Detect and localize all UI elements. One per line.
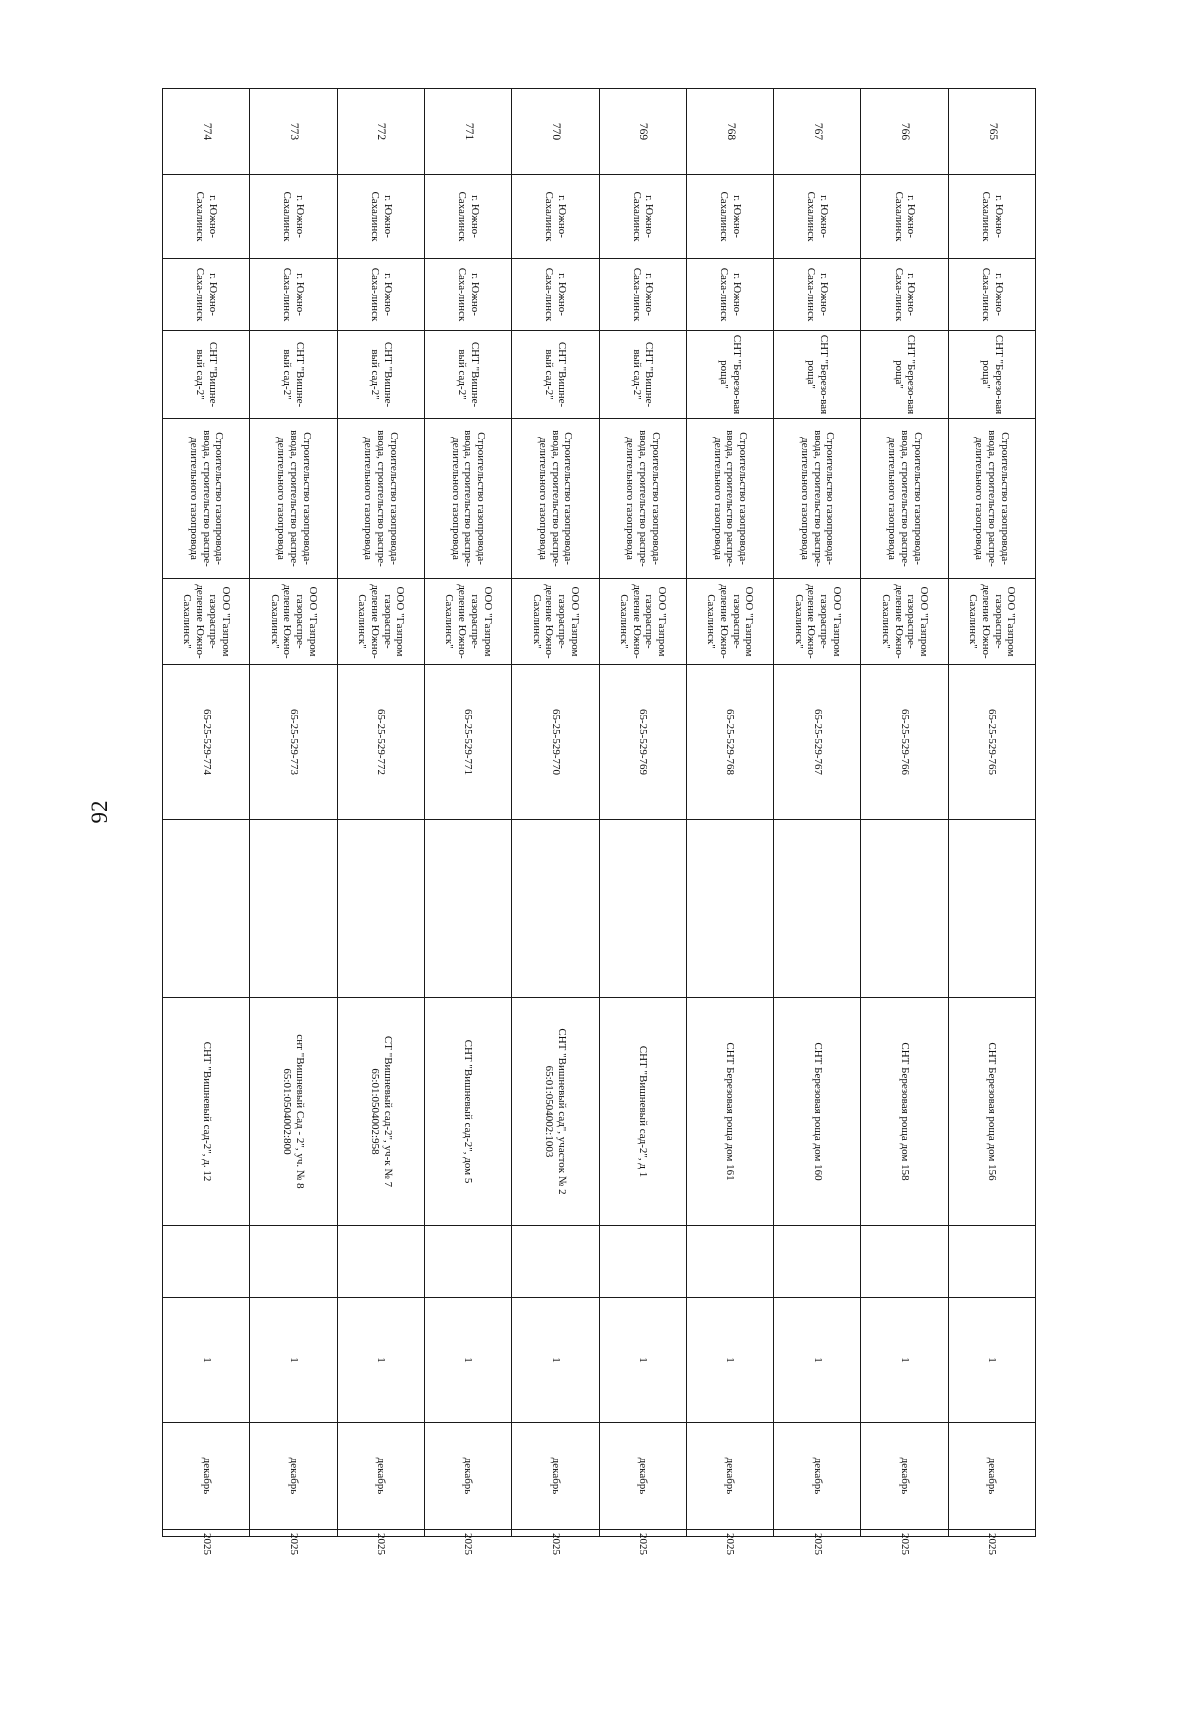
city-cell: г. Южно-Сахалинск xyxy=(686,175,773,259)
snt-cell: СНТ "Вишне-вый сад-2" xyxy=(424,331,511,419)
city-short-cell: г. Южно-Саха-линск xyxy=(861,259,948,331)
organization-cell: ООО "Газпром газораспре-деление Южно-Сахалинск" xyxy=(948,579,1035,665)
empty-cell xyxy=(774,1226,861,1298)
quantity-cell: 1 xyxy=(424,1298,511,1423)
work-description-cell: Строительство газопровода-ввода, строительство распре-делительного газопровода xyxy=(599,419,686,579)
city-short-cell: г. Южно-Саха-линск xyxy=(948,259,1035,331)
work-description-cell: Строительство газопровода-ввода, строительство распре-делительного газопровода xyxy=(861,419,948,579)
organization-cell: ООО "Газпром газораспре-деление Южно-Сахалинск" xyxy=(774,579,861,665)
month-cell: декабрь xyxy=(599,1423,686,1530)
city-cell: г. Южно-Сахалинск xyxy=(774,175,861,259)
work-description-cell: Строительство газопровода-ввода, строительство распре-делительного газопровода xyxy=(686,419,773,579)
page-number: 92 xyxy=(87,800,112,824)
address-cell: СНТ "Вишневый сад-2", д 1 xyxy=(599,998,686,1226)
snt-cell: СНТ "Вишне-вый сад-2" xyxy=(163,331,250,419)
quantity-cell: 1 xyxy=(337,1298,424,1423)
quantity-cell: 1 xyxy=(250,1298,337,1423)
empty-cell xyxy=(424,1226,511,1298)
organization-cell: ООО "Газпром газораспре-деление Южно-Сахалинск" xyxy=(250,579,337,665)
row-number-cell: 768 xyxy=(686,89,773,175)
city-cell: г. Южно-Сахалинск xyxy=(424,175,511,259)
address-cell: СТ "Вишневый сад-2", уч-к № 7 65:01:0504002:958 xyxy=(337,998,424,1226)
month-cell: декабрь xyxy=(861,1423,948,1530)
empty-cell xyxy=(424,820,511,998)
row-number-cell: 769 xyxy=(599,89,686,175)
quantity-cell: 1 xyxy=(686,1298,773,1423)
month-cell: декабрь xyxy=(163,1423,250,1530)
address-cell: СНТ Березовая роща дом 156 xyxy=(948,998,1035,1226)
table-rotated-container xyxy=(162,88,1036,1555)
year-cell: 2025 xyxy=(424,1530,511,1537)
address-cell: СНТ Березовая роща дом 161 xyxy=(686,998,773,1226)
empty-cell xyxy=(250,1226,337,1298)
city-cell: г. Южно-Сахалинск xyxy=(861,175,948,259)
organization-cell: ООО "Газпром газораспре-деление Южно-Сахалинск" xyxy=(337,579,424,665)
city-short-cell: г. Южно-Саха-линск xyxy=(512,259,599,331)
city-short-cell: г. Южно-Саха-линск xyxy=(250,259,337,331)
city-cell: г. Южно-Сахалинск xyxy=(599,175,686,259)
code-cell: 65-25-529-767 xyxy=(774,665,861,820)
organization-cell: ООО "Газпром газораспре-деление Южно-Сахалинск" xyxy=(163,579,250,665)
work-description-cell: Строительство газопровода-ввода, строительство распре-делительного газопровода xyxy=(250,419,337,579)
organization-cell: ООО "Газпром газораспре-деление Южно-Сахалинск" xyxy=(686,579,773,665)
year-cell: 2025 xyxy=(250,1530,337,1537)
month-cell: декабрь xyxy=(948,1423,1035,1530)
table-row xyxy=(686,89,773,1537)
quantity-cell: 1 xyxy=(512,1298,599,1423)
year-cell: 2025 xyxy=(512,1530,599,1537)
empty-cell xyxy=(599,1226,686,1298)
year-cell: 2025 xyxy=(948,1530,1035,1537)
work-description-cell: Строительство газопровода-ввода, строительство распре-делительного газопровода xyxy=(948,419,1035,579)
snt-cell: СНТ "Березо-вая роща" xyxy=(774,331,861,419)
work-description-cell: Строительство газопровода-ввода, строительство распре-делительного газопровода xyxy=(512,419,599,579)
gas-connection-table xyxy=(162,88,1036,1555)
table-row xyxy=(599,89,686,1537)
table-row xyxy=(861,89,948,1537)
quantity-cell: 1 xyxy=(774,1298,861,1423)
month-cell: декабрь xyxy=(686,1423,773,1530)
table-row xyxy=(250,89,337,1537)
work-description-cell: Строительство газопровода-ввода, строительство распре-делительного газопровода xyxy=(424,419,511,579)
year-cell: 2025 xyxy=(163,1530,250,1537)
month-cell: декабрь xyxy=(337,1423,424,1530)
empty-cell xyxy=(512,1226,599,1298)
city-cell: г. Южно-Сахалинск xyxy=(250,175,337,259)
snt-cell: СНТ "Вишне-вый сад-2" xyxy=(512,331,599,419)
address-cell: СНТ "Вишневый сад-2", д. 12 xyxy=(163,998,250,1226)
quantity-cell: 1 xyxy=(861,1298,948,1423)
row-number-cell: 767 xyxy=(774,89,861,175)
year-cell: 2025 xyxy=(774,1530,861,1537)
city-short-cell: г. Южно-Саха-линск xyxy=(774,259,861,331)
snt-cell: СНТ "Вишне-вый сад-2" xyxy=(599,331,686,419)
snt-cell: СНТ "Вишне-вый сад-2" xyxy=(250,331,337,419)
empty-cell xyxy=(861,1226,948,1298)
table-row xyxy=(512,89,599,1537)
empty-cell xyxy=(861,820,948,998)
work-description-cell: Строительство газопровода-ввода, строительство распре-делительного газопровода xyxy=(774,419,861,579)
code-cell: 65-25-529-771 xyxy=(424,665,511,820)
code-cell: 65-25-529-770 xyxy=(512,665,599,820)
row-number-cell: 766 xyxy=(861,89,948,175)
table-row xyxy=(774,89,861,1537)
address-cell: снт "Вишневый Сад - 2", уч. № 8 65:01:0504002:800 xyxy=(250,998,337,1226)
code-cell: 65-25-529-765 xyxy=(948,665,1035,820)
code-cell: 65-25-529-769 xyxy=(599,665,686,820)
address-cell: СНТ Березовая роща дом 158 xyxy=(861,998,948,1226)
city-short-cell: г. Южно-Саха-линск xyxy=(337,259,424,331)
organization-cell: ООО "Газпром газораспре-деление Южно-Сахалинск" xyxy=(424,579,511,665)
quantity-cell: 1 xyxy=(948,1298,1035,1423)
city-cell: г. Южно-Сахалинск xyxy=(512,175,599,259)
year-cell: 2025 xyxy=(861,1530,948,1537)
month-cell: декабрь xyxy=(424,1423,511,1530)
month-cell: декабрь xyxy=(250,1423,337,1530)
table-row xyxy=(424,89,511,1537)
table-row xyxy=(337,89,424,1537)
empty-cell xyxy=(686,820,773,998)
table-row xyxy=(163,89,250,1537)
year-cell: 2025 xyxy=(599,1530,686,1537)
year-cell: 2025 xyxy=(337,1530,424,1537)
empty-cell xyxy=(250,820,337,998)
city-cell: г. Южно-Сахалинск xyxy=(337,175,424,259)
city-short-cell: г. Южно-Саха-линск xyxy=(424,259,511,331)
empty-cell xyxy=(686,1226,773,1298)
row-number-cell: 774 xyxy=(163,89,250,175)
empty-cell xyxy=(512,820,599,998)
month-cell: декабрь xyxy=(774,1423,861,1530)
empty-cell xyxy=(948,820,1035,998)
snt-cell: СНТ "Вишне-вый сад-2" xyxy=(337,331,424,419)
organization-cell: ООО "Газпром газораспре-деление Южно-Сахалинск" xyxy=(861,579,948,665)
work-description-cell: Строительство газопровода-ввода, строительство распре-делительного газопровода xyxy=(163,419,250,579)
empty-cell xyxy=(337,820,424,998)
organization-cell: ООО "Газпром газораспре-деление Южно-Сахалинск" xyxy=(599,579,686,665)
city-short-cell: г. Южно-Саха-линск xyxy=(163,259,250,331)
row-number-cell: 765 xyxy=(948,89,1035,175)
address-cell: СНТ "Вишневый сад-2", дом 5 xyxy=(424,998,511,1226)
month-cell: декабрь xyxy=(512,1423,599,1530)
table-row xyxy=(948,89,1035,1537)
row-number-cell: 770 xyxy=(512,89,599,175)
code-cell: 65-25-529-768 xyxy=(686,665,773,820)
code-cell: 65-25-529-772 xyxy=(337,665,424,820)
organization-cell: ООО "Газпром газораспре-деление Южно-Сахалинск" xyxy=(512,579,599,665)
row-number-cell: 771 xyxy=(424,89,511,175)
empty-cell xyxy=(774,820,861,998)
code-cell: 65-25-529-774 xyxy=(163,665,250,820)
table-body xyxy=(163,89,1036,1555)
empty-cell xyxy=(163,1226,250,1298)
address-cell: СНТ Березовая роща дом 160 xyxy=(774,998,861,1226)
city-cell: г. Южно-Сахалинск xyxy=(163,175,250,259)
snt-cell: СНТ "Березо-вая роща" xyxy=(686,331,773,419)
work-description-cell: Строительство газопровода-ввода, строительство распре-делительного газопровода xyxy=(337,419,424,579)
code-cell: 65-25-529-766 xyxy=(861,665,948,820)
city-cell: г. Южно-Сахалинск xyxy=(948,175,1035,259)
snt-cell: СНТ "Березо-вая роща" xyxy=(948,331,1035,419)
snt-cell: СНТ "Березо-вая роща" xyxy=(861,331,948,419)
empty-cell xyxy=(163,820,250,998)
row-number-cell: 772 xyxy=(337,89,424,175)
quantity-cell: 1 xyxy=(163,1298,250,1423)
row-number-cell: 773 xyxy=(250,89,337,175)
address-cell: СНТ "Вишневый сад", участок № 2 65:01:0504002:1003 xyxy=(512,998,599,1226)
empty-cell xyxy=(599,820,686,998)
quantity-cell: 1 xyxy=(599,1298,686,1423)
year-cell: 2025 xyxy=(686,1530,773,1537)
city-short-cell: г. Южно-Саха-линск xyxy=(686,259,773,331)
empty-cell xyxy=(337,1226,424,1298)
city-short-cell: г. Южно-Саха-линск xyxy=(599,259,686,331)
code-cell: 65-25-529-773 xyxy=(250,665,337,820)
empty-cell xyxy=(948,1226,1035,1298)
